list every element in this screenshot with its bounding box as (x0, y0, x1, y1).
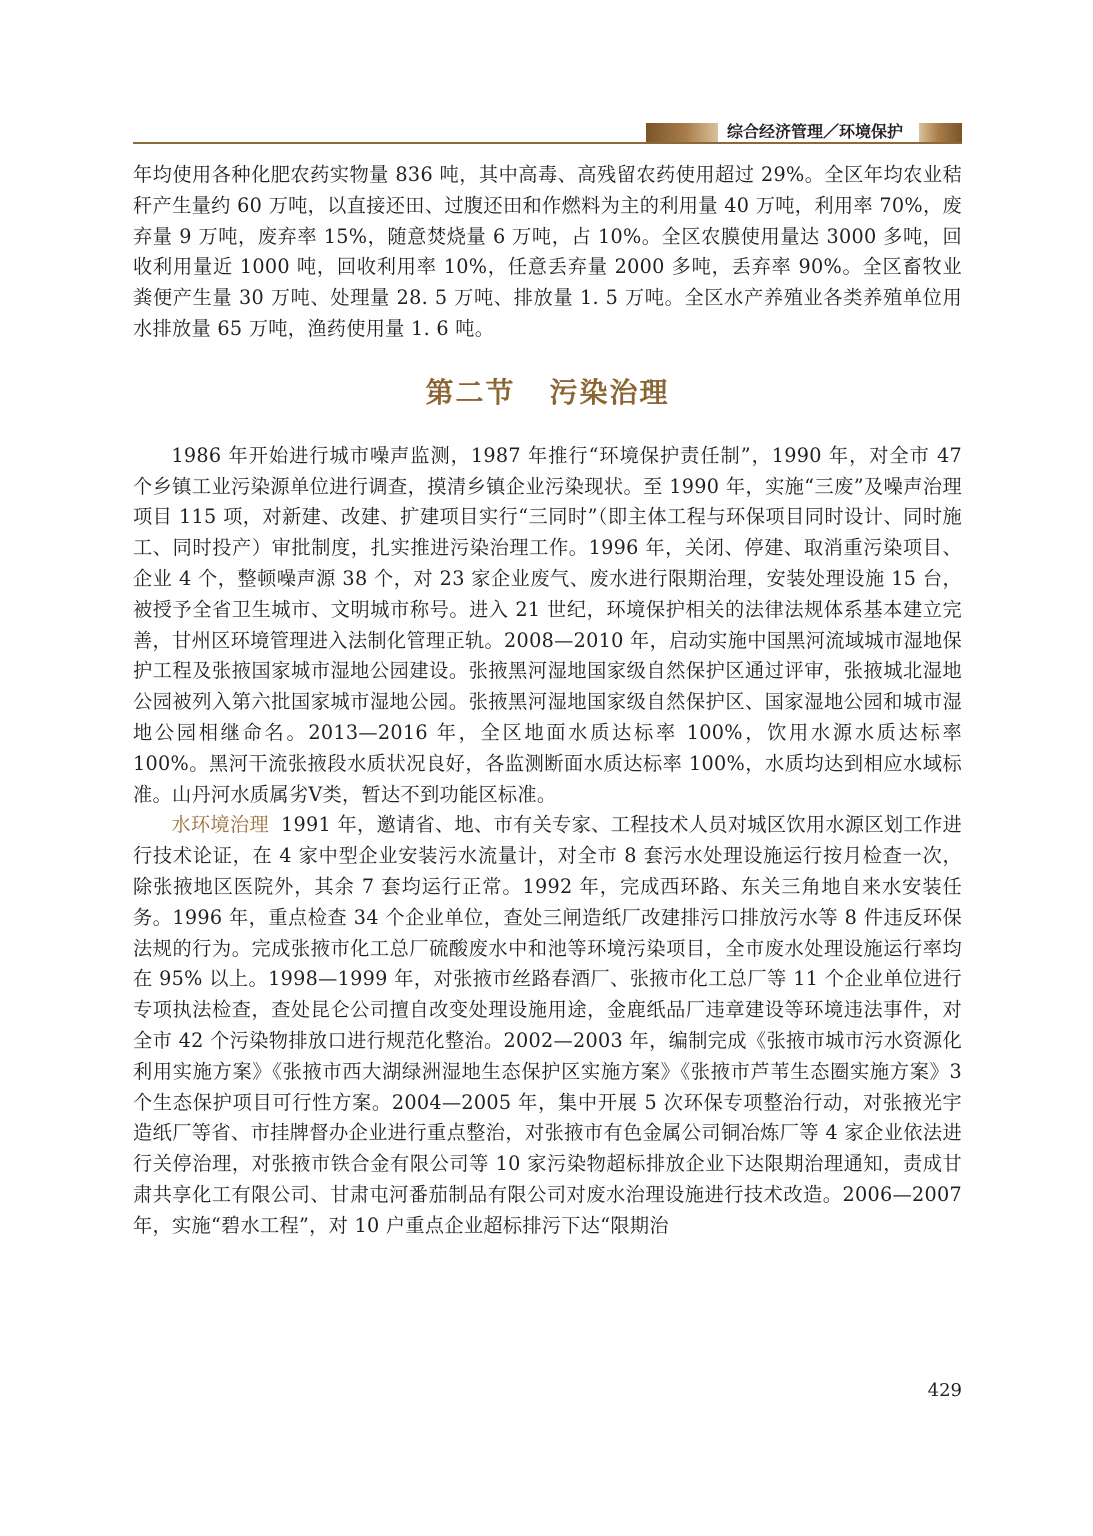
section-title: 污染治理 (549, 375, 670, 409)
page-content (133, 160, 962, 1242)
water-environment-paragraph (133, 810, 962, 1241)
run-in-heading: 水环境治理 (171, 813, 269, 837)
header-title: 综合经济管理／环境保护 (727, 122, 904, 141)
header-ornament-left (646, 123, 718, 142)
body-paragraph: 1986 年开始进行城市噪声监测，1987 年推行“环境保护责任制”，1990 年，对全市 47 个乡镇工业污染源单位进行调查，摸清乡镇企业污染现状。至 1990 年，实施“三废”及噪声治理项目 115 项，对新建、改建、扩建项目实行“三同时”（即主体工程与环保项目同时设计、同时施工、同时投产）审批制度，扎实推进污染治理工作。1996 年，关闭、停建、取消重污染项目、企业 4 个，整顿噪声源 38 个，对 23 家企业废气、废水进行限期治理，安装处理设施 15 台，被授予全省卫生城市、文明城市称号。进入 21 世纪，环境保护相关的法律法规体系基本建立完善，甘州区环境管理进入法制化管理正轨。2008—2010 年，启动实施中国黑河流域城市湿地保护工程及张掖国家城市湿地公园建设。张掖黑河湿地国家级自然保护区通过评审，张掖城北湿地公园被列入第六批国家城市湿地公园。张掖黑河湿地国家级自然保护区、国家湿地公园和城市湿地公园相继命名。2013—2016 年，全区地面水质达标率 100%，饮用水源水质达标率 100%。黑河干流张掖段水质状况良好，各监测断面水质达标率 100%，水质均达到相应水域标准。山丹河水质属劣Ⅴ类，暂达不到功能区标准。 (133, 443, 962, 806)
page-number: 429 (927, 1380, 962, 1401)
water-environment-text: 1991 年，邀请省、地、市有关专家、工程技术人员对城区饮用水源区划工作进行技术论证，在 4 家中型企业安装污水流量计，对全市 8 套污水处理设施运行按月检查一次，除张掖地区医院外，其余 7 套均运行正常。1992 年，完成西环路、东关三角地自来水安装任务。1996 年，重点检查 34 个企业单位，查处三闸造纸厂改建排污口排放污水等 8 件违反环保法规的行为。完成张掖市化工总厂硫酸废水中和池等环境污染项目，全市废水处理设施运行率均在 95% 以上。1998—1999 年，对张掖市丝路春酒厂、张掖市化工总厂等 11 个企业单位进行专项执法检查，查处昆仑公司擅自改变处理设施用途，金鹿纸品厂违章建设等环境违法事件，对全市 42 个污染物排放口进行规范化整治。2002—2003 年，编制完成《张掖市城市污水资源化利用实施方案》《张掖市西大湖绿洲湿地生态保护区实施方案》《张掖市芦苇生态圈实施方案》3 个生态保护项目可行性方案。2004—2005 年，集中开展 5 次环保专项整治行动，对张掖光宇造纸厂等省、市挂牌督办企业进行重点整治，对张掖市有色金属公司铜冶炼厂等 4 家企业依法进行关停治理，对张掖市铁合金有限公司等 10 家污染物超标排放企业下达限期治理通知，责成甘肃共享化工有限公司、甘肃屯河番茄制品有限公司对废水治理设施进行技术改造。2006—2007 年，实施“碧水工程”，对 10 户重点企业超标排污下达“限期治 (133, 813, 962, 1237)
running-header (133, 120, 962, 144)
header-rule (133, 142, 962, 144)
section-number: 第二节 (425, 375, 516, 409)
section-heading (133, 345, 962, 441)
header-ornament-right (919, 123, 962, 142)
body-paragraph: 年均使用各种化肥农药实物量 836 吨，其中高毒、高残留农药使用超过 29%。全区年均农业秸秆产生量约 60 万吨，以直接还田、过腹还田和作燃料为主的利用量 40 万吨，利用率 70%，废弃量 9 万吨，废弃率 15%，随意焚烧量 6 万吨，占 10%。全区农膜使用量达 3000 多吨，回收利用量近 1000 吨，回收利用率 10%，任意丢弃量 2000 多吨，丢弃率 90%。全区畜牧业粪便产生量 30 万吨、处理量 28. 5 万吨、排放量 1. 5 万吨。全区水产养殖业各类养殖单位用水排放量 65 万吨，渔药使用量 1. 6 吨。 (133, 163, 962, 340)
